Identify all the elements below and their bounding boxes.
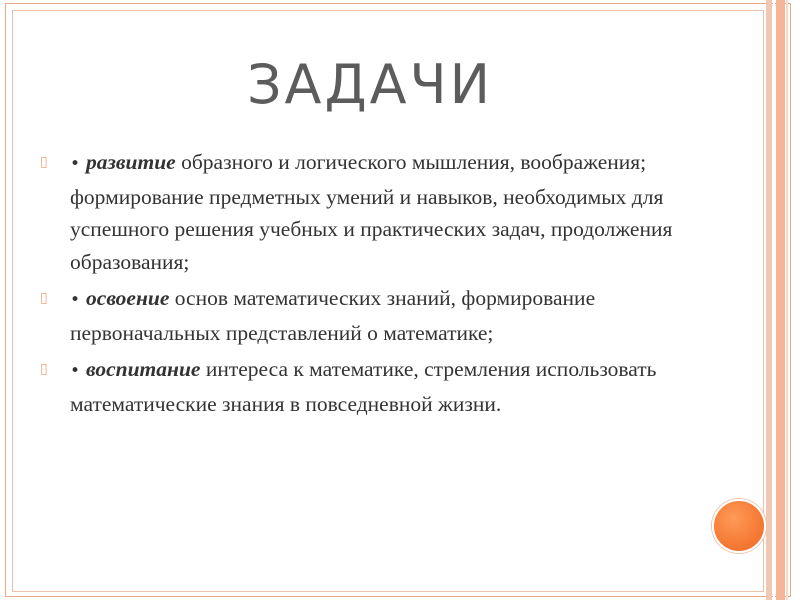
item-text: интереса к математике, стремления использовать математические знания в повседневной жизни.	[70, 357, 657, 416]
bullet-dot: •	[70, 361, 81, 381]
item-keyword: освоение	[86, 286, 170, 310]
item-text: основ математических знаний, формирование первоначальных представлений о математике;	[70, 286, 596, 345]
item-keyword: воспитание	[86, 357, 201, 381]
item-text: образного и логического мышления, воображения; формирование предметных умений и навыков, необходимых для успешного решения учебных и практических задач, продолжения образования;	[70, 150, 673, 274]
list-item	[40, 146, 690, 278]
decor-circle	[712, 499, 766, 553]
bullet-marker-icon: ▯	[40, 361, 48, 377]
bullet-marker-icon: ▯	[40, 154, 48, 170]
decor-stripe	[786, 0, 788, 600]
bullet-dot: •	[70, 290, 81, 310]
slide-title: ЗАДАЧИ	[246, 53, 494, 116]
list-item	[40, 353, 690, 420]
list-item	[40, 282, 690, 349]
bullet-list	[40, 146, 690, 424]
item-keyword: развитие	[86, 150, 176, 174]
bullet-marker-icon: ▯	[40, 290, 48, 306]
decor-stripe	[766, 0, 772, 600]
decor-stripe	[776, 0, 785, 600]
bullet-dot: •	[70, 154, 81, 174]
decor-stripe	[773, 0, 775, 600]
